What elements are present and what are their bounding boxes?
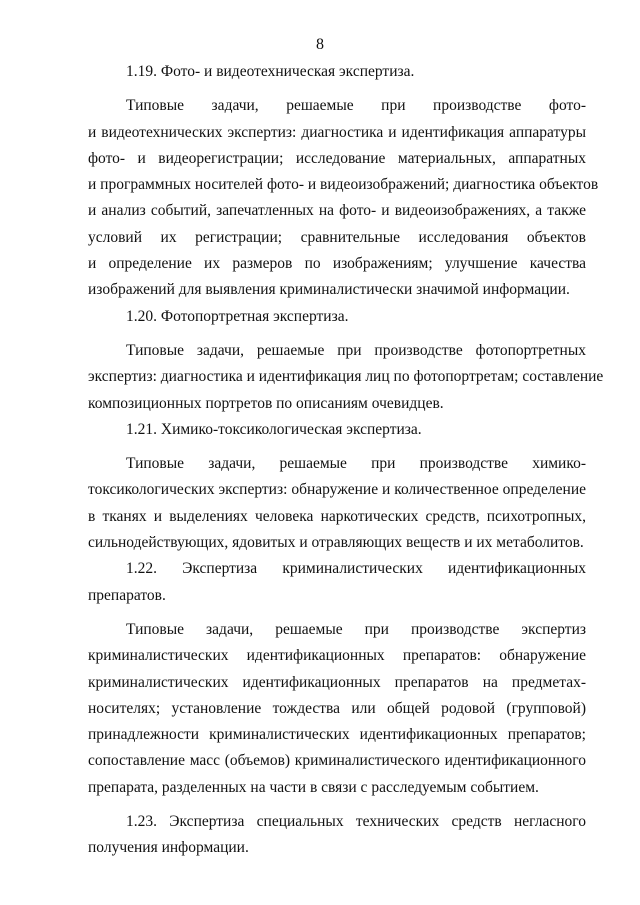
paragraph-line: и программных носителей фото- и видеоизображений; диагностика объектов xyxy=(88,176,599,194)
paragraph-line: условий их регистрации; сравнительные исследования объектов xyxy=(88,228,586,246)
section-heading: 1.23. Экспертиза специальных технических средств негласного xyxy=(126,813,586,831)
paragraph-line: носителях; установление тождества или общей родовой (групповой) xyxy=(88,699,586,717)
paragraph-line: криминалистических идентификационных препаратов на предметах- xyxy=(88,673,586,691)
section-heading: 1.21. Химико-токсикологическая экспертиза. xyxy=(126,420,422,438)
paragraph-line: Типовые задачи, решаемые при производстве фотопортретных xyxy=(126,341,586,359)
paragraph-line: принадлежности криминалистических идентификационных препаратов; xyxy=(88,726,586,744)
paragraph-line: и определение их размеров по изображениям; улучшение качества xyxy=(88,255,586,273)
section-heading: препаратов. xyxy=(88,586,166,604)
paragraph-line: и видеотехнических экспертиз: диагностика и идентификация аппаратуры xyxy=(88,123,586,141)
paragraph-line: Типовые задачи, решаемые при производстве фото- xyxy=(126,97,586,115)
section-heading: 1.20. Фотопортретная экспертиза. xyxy=(126,307,349,325)
paragraph-line: фото- и видеорегистрации; исследование материальных, аппаратных xyxy=(88,149,586,167)
paragraph-line: в тканях и выделениях человека наркотических средств, психотропных, xyxy=(88,507,586,525)
section-heading: 1.22. Экспертиза криминалистических идентификационных xyxy=(126,560,586,578)
section-heading: получения информации. xyxy=(88,839,249,857)
paragraph-line: композиционных портретов по описаниям очевидцев. xyxy=(88,394,444,412)
paragraph-line: Типовые задачи, решаемые при производстве экспертиз xyxy=(126,620,586,638)
paragraph-line: экспертиз: диагностика и идентификация лиц по фотопортретам; составление xyxy=(88,368,604,386)
document-body xyxy=(88,59,604,862)
paragraph-line: изображений для выявления криминалистически значимой информации. xyxy=(88,281,570,299)
paragraph-line: и анализ событий, запечатленных на фото- и видеоизображениях, а также xyxy=(88,202,586,220)
paragraph-line: токсикологических экспертиз: обнаружение и количественное определение xyxy=(88,481,586,499)
paragraph-line: Типовые задачи, решаемые при производстве химико- xyxy=(126,455,586,473)
section-heading: 1.19. Фото- и видеотехническая экспертиза. xyxy=(126,63,415,80)
paragraph-line: криминалистических идентификационных препаратов: обнаружение xyxy=(88,647,586,665)
paragraph-line: сильнодействующих, ядовитых и отравляющих веществ и их метаболитов. xyxy=(88,534,584,552)
paragraph-line: препарата, разделенных на части в связи с расследуемым событием. xyxy=(88,778,539,796)
paragraph-line: сопоставление масс (объемов) криминалистического идентификационного xyxy=(88,752,586,770)
page-number: 8 xyxy=(316,36,324,53)
